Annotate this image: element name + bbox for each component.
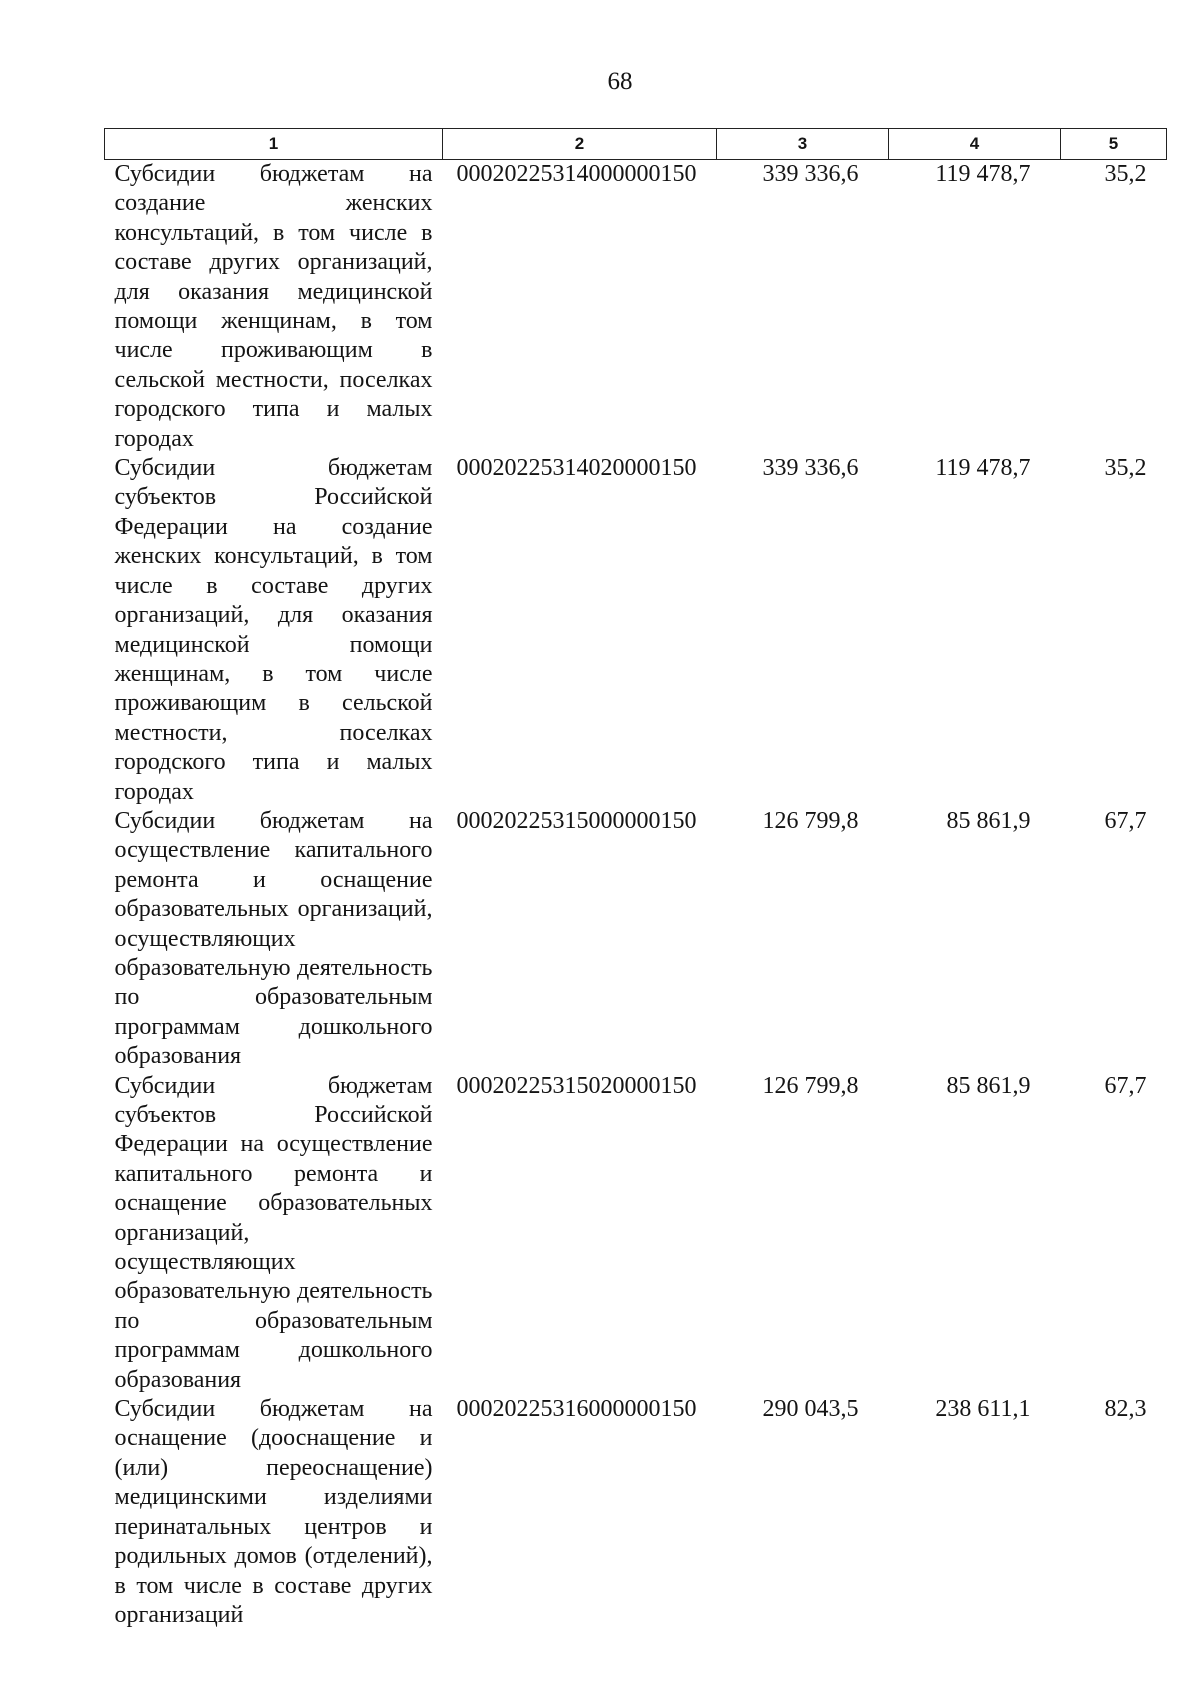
row-actual: 85 861,9 [946,807,1031,834]
row-code: 00020225316000000150 [456,1396,697,1423]
row-percent: 67,7 [1104,1072,1147,1099]
row-plan: 339 336,6 [762,455,859,482]
row-plan: 126 799,8 [762,807,859,834]
row-code: 00020225314000000150 [456,161,697,187]
row-code: 00020225315000000150 [456,807,697,834]
row-percent: 67,7 [1104,807,1147,834]
column-header-1: 1 [105,129,443,160]
row-actual: 85 861,9 [946,1072,1031,1099]
row-plan: 339 336,6 [762,161,859,187]
row-percent: 82,3 [1104,1396,1147,1423]
column-header-4: 4 [889,129,1061,160]
row-code: 00020225315020000150 [456,1072,697,1099]
column-header-5: 5 [1061,129,1167,160]
table-header-row [105,129,1167,160]
row-name: Субсидии бюджетам субъектов Российской Федерации на осуществление капитального ремонта и оснащение образовательных организаций, осуществляющих образовательную деятельность по образовательным программам дошкольного образования [114,1072,433,1393]
row-name: Субсидии бюджетам на осуществление капитального ремонта и оснащение образовательных организаций, осуществляющих образовательную деятельность по образовательным программам дошкольного образования [114,807,433,1070]
column-header-3: 3 [717,129,889,160]
table-row [105,1072,1167,1395]
table-row [105,807,1167,1072]
table-row [105,454,1167,807]
row-actual: 119 478,7 [935,161,1031,187]
table-row [105,160,1167,455]
row-actual: 238 611,1 [935,1396,1031,1423]
row-plan: 126 799,8 [762,1072,859,1099]
row-percent: 35,2 [1104,455,1147,482]
row-code: 00020225314020000150 [456,455,697,482]
budget-table [104,128,1167,1630]
row-name: Субсидии бюджетам на оснащение (дооснащение и (или) переоснащение) медицинскими изделиями перинатальных центров и родильных домов (отделений), в том числе в составе других организаций [114,1396,433,1628]
column-header-2: 2 [443,129,717,160]
row-name: Субсидии бюджетам на создание женских консультаций, в том числе в составе других организаций, для оказания медицинской помощи женщинам, в том числе проживающим в сельской местности, поселках городского типа и малых городах [114,161,433,452]
page-number: 68 [607,68,633,95]
row-actual: 119 478,7 [935,455,1031,482]
row-name: Субсидии бюджетам субъектов Российской Федерации на создание женских консультаций, в том числе в составе других организаций, для оказания медицинской помощи женщинам, в том числе проживающим в сельской местности, поселках городского типа и малых городах [114,455,433,805]
row-plan: 290 043,5 [762,1396,859,1423]
row-percent: 35,2 [1104,161,1147,187]
table-row [105,1395,1167,1630]
